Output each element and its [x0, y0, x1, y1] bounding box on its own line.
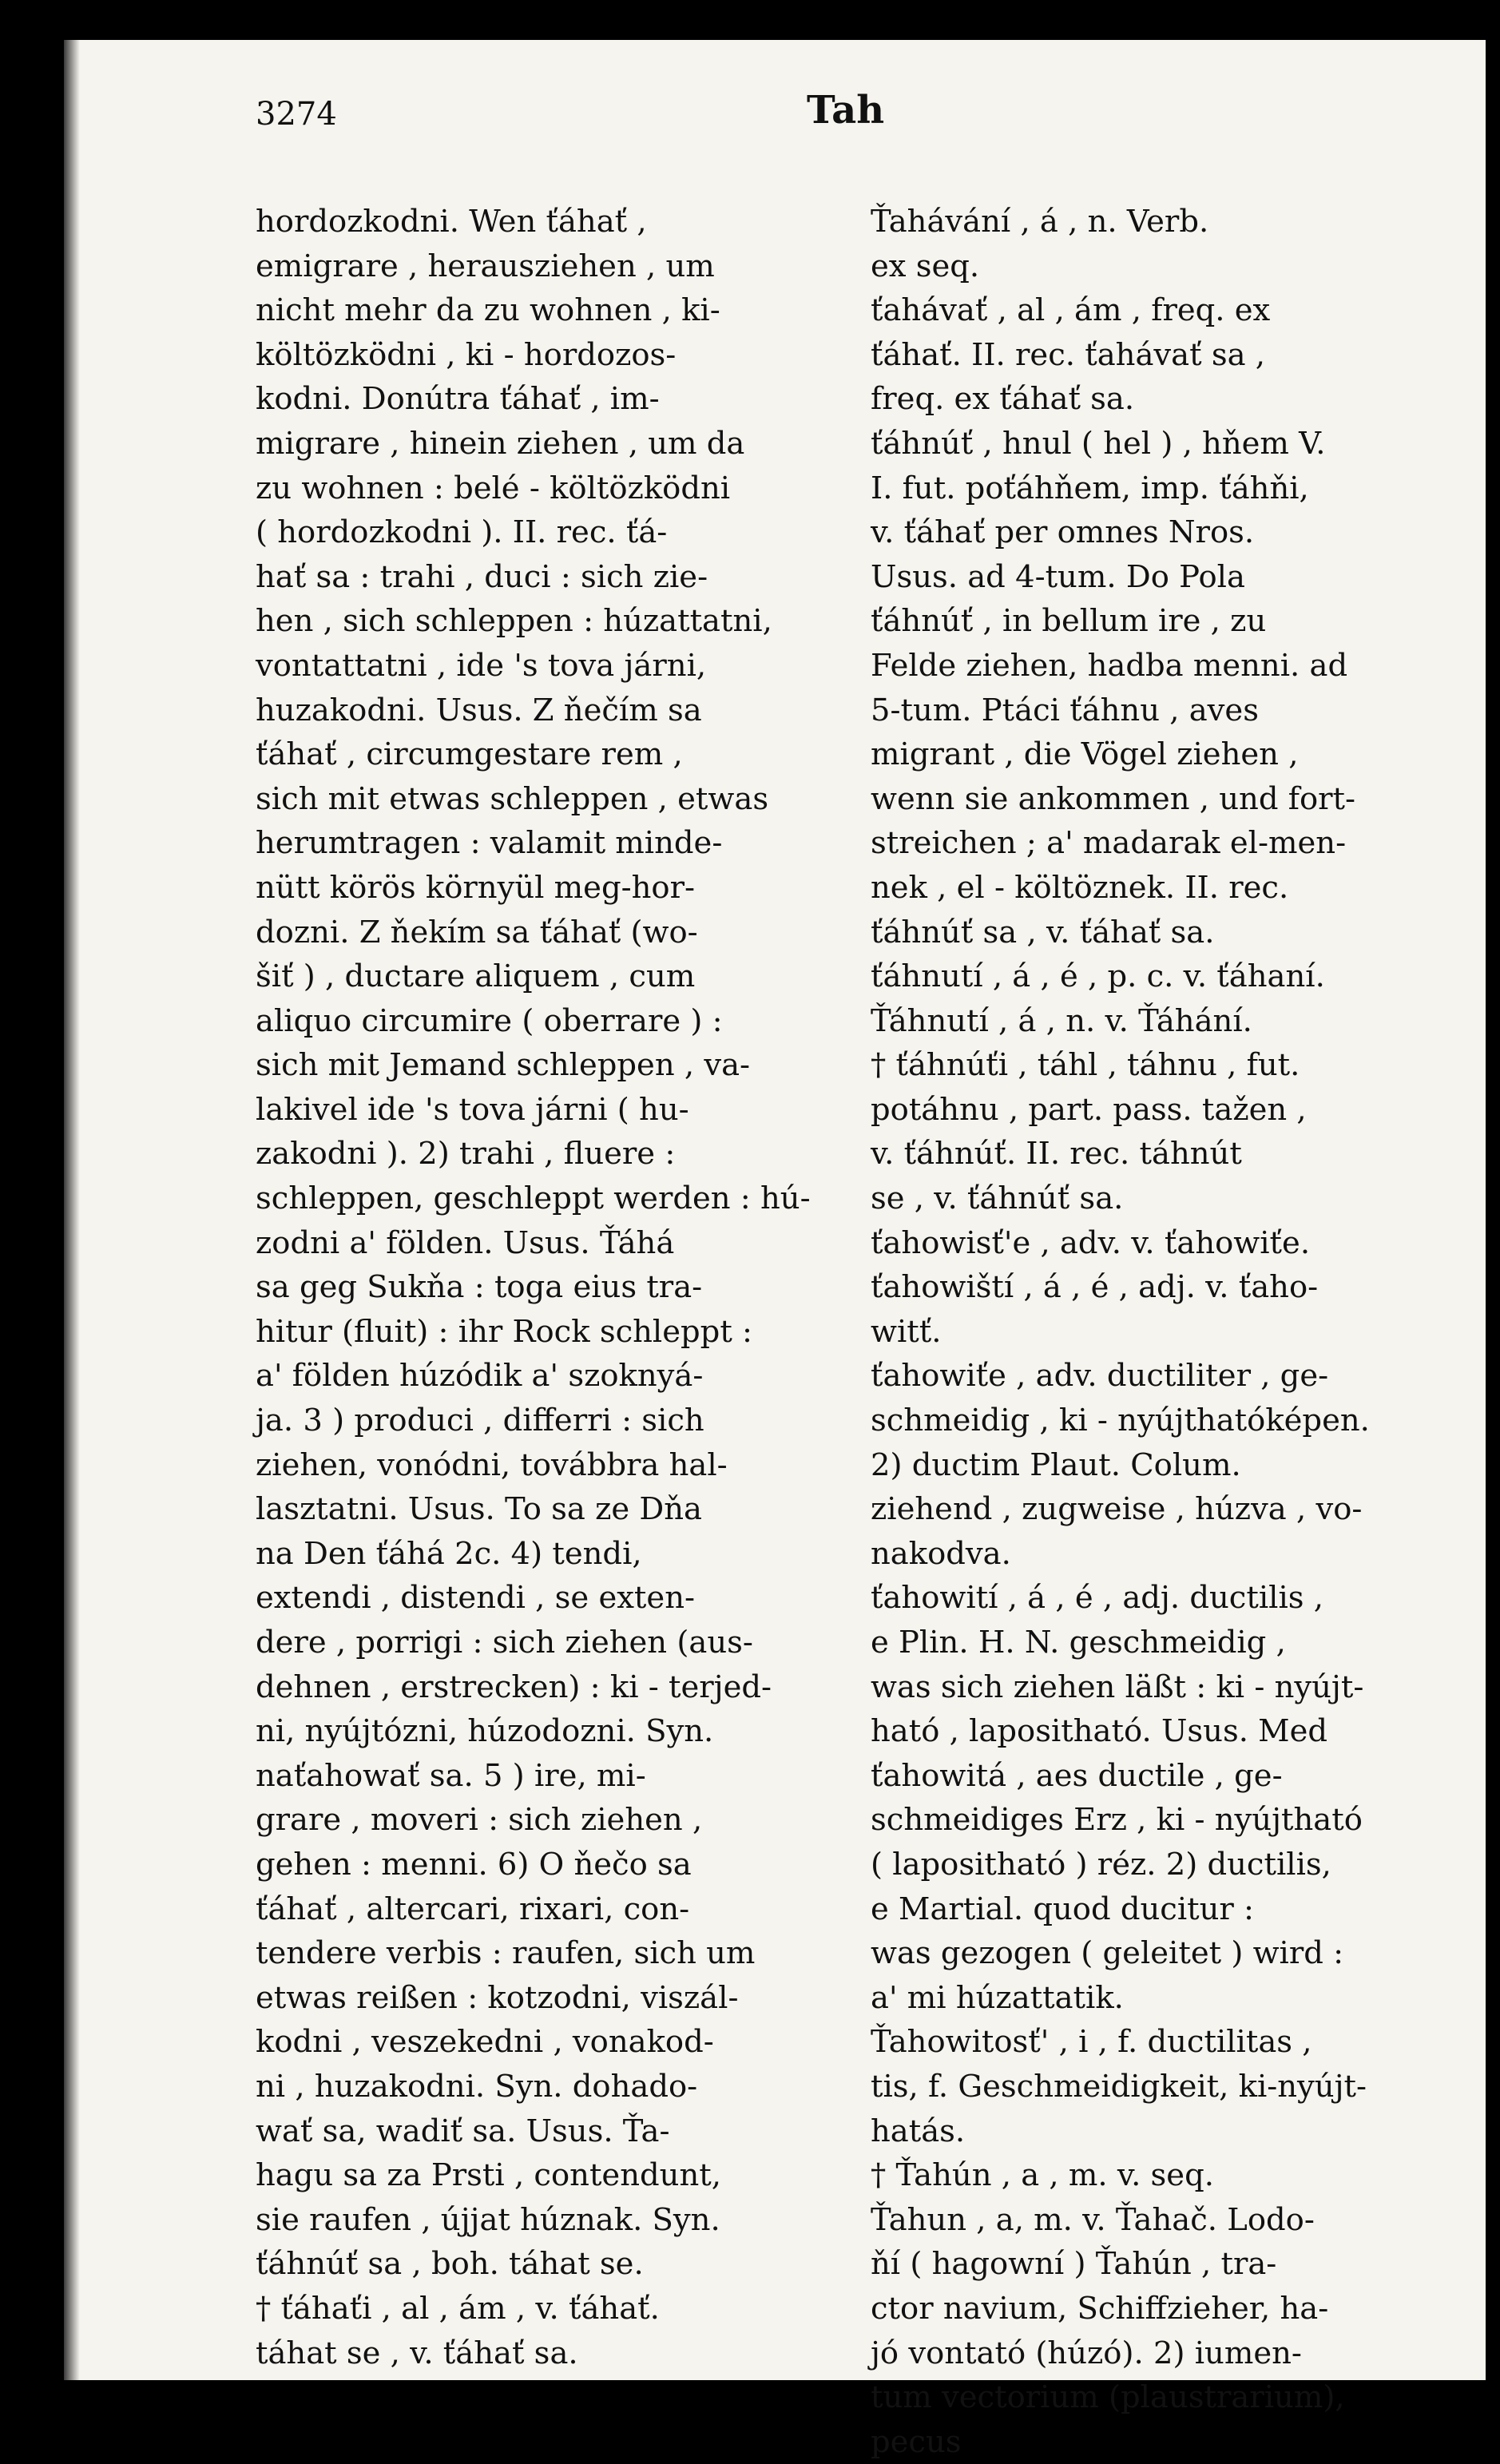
entry-line: ťahowití , á , é , adj. ductilis ,: [871, 1580, 1323, 1617]
running-headword: Tah: [807, 88, 885, 133]
entry-line: sie raufen , újjat húznak. Syn.: [256, 2201, 720, 2238]
entry-line: ni , huzakodni. Syn. dohado-: [256, 2068, 698, 2105]
entry-line: nek , el - költöznek. II. rec.: [871, 869, 1289, 906]
entry-line: Ťahun , a, m. v. Ťahač. Lodo-: [871, 2201, 1315, 2238]
entry-line: ex seq.: [871, 248, 980, 284]
entry-line: zakodni ). 2) trahi , fluere :: [256, 1136, 676, 1172]
entry-line: ťáhať. II. rec. ťahávať sa ,: [871, 336, 1266, 373]
entry-line: ťáhnúť sa , boh. táhat se.: [256, 2246, 644, 2283]
entry-line: tis, f. Geschmeidigkeit, ki-nyújt-: [871, 2068, 1367, 2105]
page-number: 3274: [256, 96, 337, 133]
entry-line: ťáhnúť , hnul ( hel ) , hňem V.: [871, 425, 1326, 462]
entry-line: was gezogen ( geleitet ) wird :: [871, 1935, 1344, 1972]
entry-line: grare , moveri : sich ziehen ,: [256, 1802, 703, 1839]
entry-line: a' földen húzódik a' szoknyá-: [256, 1358, 704, 1395]
entry-line: dehnen , erstrecken) : ki - terjed-: [256, 1668, 772, 1705]
entry-line: e Martial. quod ducitur :: [871, 1891, 1255, 1927]
entry-line: Felde ziehen, hadba menni. ad: [871, 647, 1348, 684]
entry-line: sich mit Jemand schleppen , va-: [256, 1047, 751, 1084]
left-column: [256, 200, 863, 2375]
entry-line: vontattatni , ide 's tova járni,: [256, 647, 707, 684]
entry-line: etwas reißen : kotzodni, viszál-: [256, 1979, 739, 2016]
entry-line: schmeidig , ki - nyújthatóképen.: [871, 1403, 1370, 1439]
entry-line: † ťáhaťi , al , ám , v. ťáhať.: [256, 2290, 660, 2327]
entry-line: aliquo circumire ( oberrare ) :: [256, 1002, 723, 1039]
entry-line: ťáhať , circumgestare rem ,: [256, 736, 683, 773]
entry-line: hagu sa za Prsti , contendunt,: [256, 2157, 721, 2194]
entry-line: ni, nyújtózni, húzodozni. Syn.: [256, 1713, 714, 1750]
entry-line: ťáhnutí , á , é , p. c. v. ťáhaní.: [871, 958, 1325, 995]
entry-line: ťahowiští , á , é , adj. v. ťaho-: [871, 1269, 1319, 1306]
entry-line: hitur (fluit) : ihr Rock schleppt :: [256, 1313, 752, 1350]
entry-line: dozni. Z ňekím sa ťáhať (wo-: [256, 914, 698, 950]
page-spine-shadow: [64, 40, 80, 2380]
entry-line: huzakodni. Usus. Z ňečím sa: [256, 692, 702, 728]
entry-line: sa geg Sukňa : toga eius tra-: [256, 1269, 703, 1306]
entry-line: zodni a' földen. Usus. Ťáhá: [256, 1224, 675, 1261]
entry-line: streichen ; a' madarak el-men-: [871, 825, 1347, 862]
entry-line: extendi , distendi , se exten-: [256, 1580, 695, 1617]
entry-line: ťahávať , al , ám , freq. ex: [871, 292, 1271, 329]
entry-line: ( hordozkodni ). II. rec. ťá-: [256, 514, 668, 551]
entry-line: witť.: [871, 1313, 942, 1350]
entry-line: a' mi húzattatik.: [871, 1979, 1124, 2016]
entry-line: 2) ductim Plaut. Colum.: [871, 1446, 1241, 1483]
entry-line: kodni , veszekedni , vonakod-: [256, 2024, 714, 2061]
entry-line: ňí ( hagowní ) Ťahún , tra-: [871, 2246, 1277, 2283]
entry-line: ťáhnúť , in bellum ire , zu: [871, 603, 1267, 640]
entry-line: v. ťáhnúť. II. rec. táhnút: [871, 1136, 1242, 1172]
entry-line: ziehend , zugweise , húzva , vo-: [871, 1491, 1363, 1528]
entry-line: lakivel ide 's tova járni ( hu-: [256, 1091, 689, 1128]
entry-line: ťahowiťe , adv. ductiliter , ge-: [871, 1358, 1329, 1395]
entry-line: zu wohnen : belé - költözködni: [256, 470, 731, 506]
entry-line: nütt körös környül meg-hor-: [256, 869, 695, 906]
entry-line: tum vectorium (plaustrarium),: [871, 2379, 1345, 2416]
entry-line: tendere verbis : raufen, sich um: [256, 1935, 756, 1972]
entry-line: migrare , hinein ziehen , um da: [256, 425, 745, 462]
entry-line: nakodva.: [871, 1535, 1011, 1572]
entry-line: jó vontató (húzó). 2) iumen-: [871, 2335, 1302, 2371]
entry-line: táhat se , v. ťáhať sa.: [256, 2335, 578, 2371]
entry-line: freq. ex ťáhať sa.: [871, 381, 1135, 418]
entry-line: šiť ) , ductare aliquem , cum: [256, 958, 696, 995]
entry-line: ctor navium, Schiffzieher, ha-: [871, 2290, 1329, 2327]
entry-line: költözködni , ki - hordozos-: [256, 336, 677, 373]
entry-line: hen , sich schleppen : húzattatni,: [256, 603, 772, 640]
entry-line: hať sa : trahi , duci : sich zie-: [256, 558, 708, 595]
entry-line: ziehen, vonódni, továbbra hal-: [256, 1446, 728, 1483]
entry-line: lasztatni. Usus. To sa ze Dňa: [256, 1491, 703, 1528]
entry-line: se , v. ťáhnúť sa.: [871, 1180, 1124, 1217]
entry-line: herumtragen : valamit minde-: [256, 825, 723, 862]
entry-line: potáhnu , part. pass. tažen ,: [871, 1091, 1307, 1128]
entry-line: ťáhať , altercari, rixari, con-: [256, 1891, 690, 1927]
entry-line: 5-tum. Ptáci ťáhnu , aves: [871, 692, 1259, 728]
dictionary-page: [64, 40, 1486, 2460]
entry-line: † ťáhnúťi , táhl , táhnu , fut.: [871, 1047, 1300, 1084]
entry-line: Ťáhnutí , á , n. v. Ťáhání.: [871, 1002, 1252, 1039]
entry-line: sich mit etwas schleppen , etwas: [256, 780, 769, 817]
entry-line: hordozkodni. Wen ťáhať ,: [256, 204, 647, 240]
entry-line: emigrare , herausziehen , um: [256, 248, 715, 284]
right-column: [871, 200, 1478, 2464]
entry-line: ťáhnúť sa , v. ťáhať sa.: [871, 914, 1215, 950]
entry-line: naťahowať sa. 5 ) ire, mi-: [256, 1757, 646, 1794]
entry-line: Ťahávání , á , n. Verb.: [871, 204, 1209, 240]
entry-line: hatás.: [871, 2113, 966, 2149]
entry-line: nicht mehr da zu wohnen , ki-: [256, 292, 720, 329]
entry-line: pecus: [871, 2423, 962, 2460]
entry-line: gehen : menni. 6) O ňečo sa: [256, 1846, 692, 1883]
entry-line: wenn sie ankommen , und fort-: [871, 780, 1356, 817]
entry-line: Ťahowitosť' , i , f. ductilitas ,: [871, 2024, 1312, 2061]
entry-line: migrant , die Vögel ziehen ,: [871, 736, 1299, 773]
entry-line: ťahowitá , aes ductile , ge-: [871, 1757, 1283, 1794]
entry-line: schleppen, geschleppt werden : hú-: [256, 1180, 811, 1217]
entry-line: ható , lapositható. Usus. Med: [871, 1713, 1328, 1750]
entry-line: schmeidiges Erz , ki - nyújtható: [871, 1802, 1363, 1839]
entry-line: † Ťahún , a , m. v. seq.: [871, 2157, 1214, 2194]
entry-line: na Den ťáhá 2c. 4) tendi,: [256, 1535, 642, 1572]
entry-line: dere , porrigi : sich ziehen (aus-: [256, 1625, 753, 1661]
entry-line: v. ťáhať per omnes Nros.: [871, 514, 1255, 551]
entry-line: Usus. ad 4-tum. Do Pola: [871, 558, 1245, 595]
running-head: [256, 88, 1454, 152]
entry-line: kodni. Donútra ťáhať , im-: [256, 381, 660, 418]
entry-line: ja. 3 ) produci , differri : sich: [256, 1403, 704, 1439]
entry-line: wať sa, wadiť sa. Usus. Ťa-: [256, 2113, 670, 2149]
entry-line: e Plin. H. N. geschmeidig ,: [871, 1625, 1286, 1661]
entry-line: was sich ziehen läßt : ki - nyújt-: [871, 1668, 1364, 1705]
entry-line: ( lapositható ) réz. 2) ductilis,: [871, 1846, 1331, 1883]
entry-line: I. fut. poťáhňem, imp. ťáhňi,: [871, 470, 1309, 506]
entry-line: ťahowisť'e , adv. v. ťahowiťe.: [871, 1224, 1311, 1261]
